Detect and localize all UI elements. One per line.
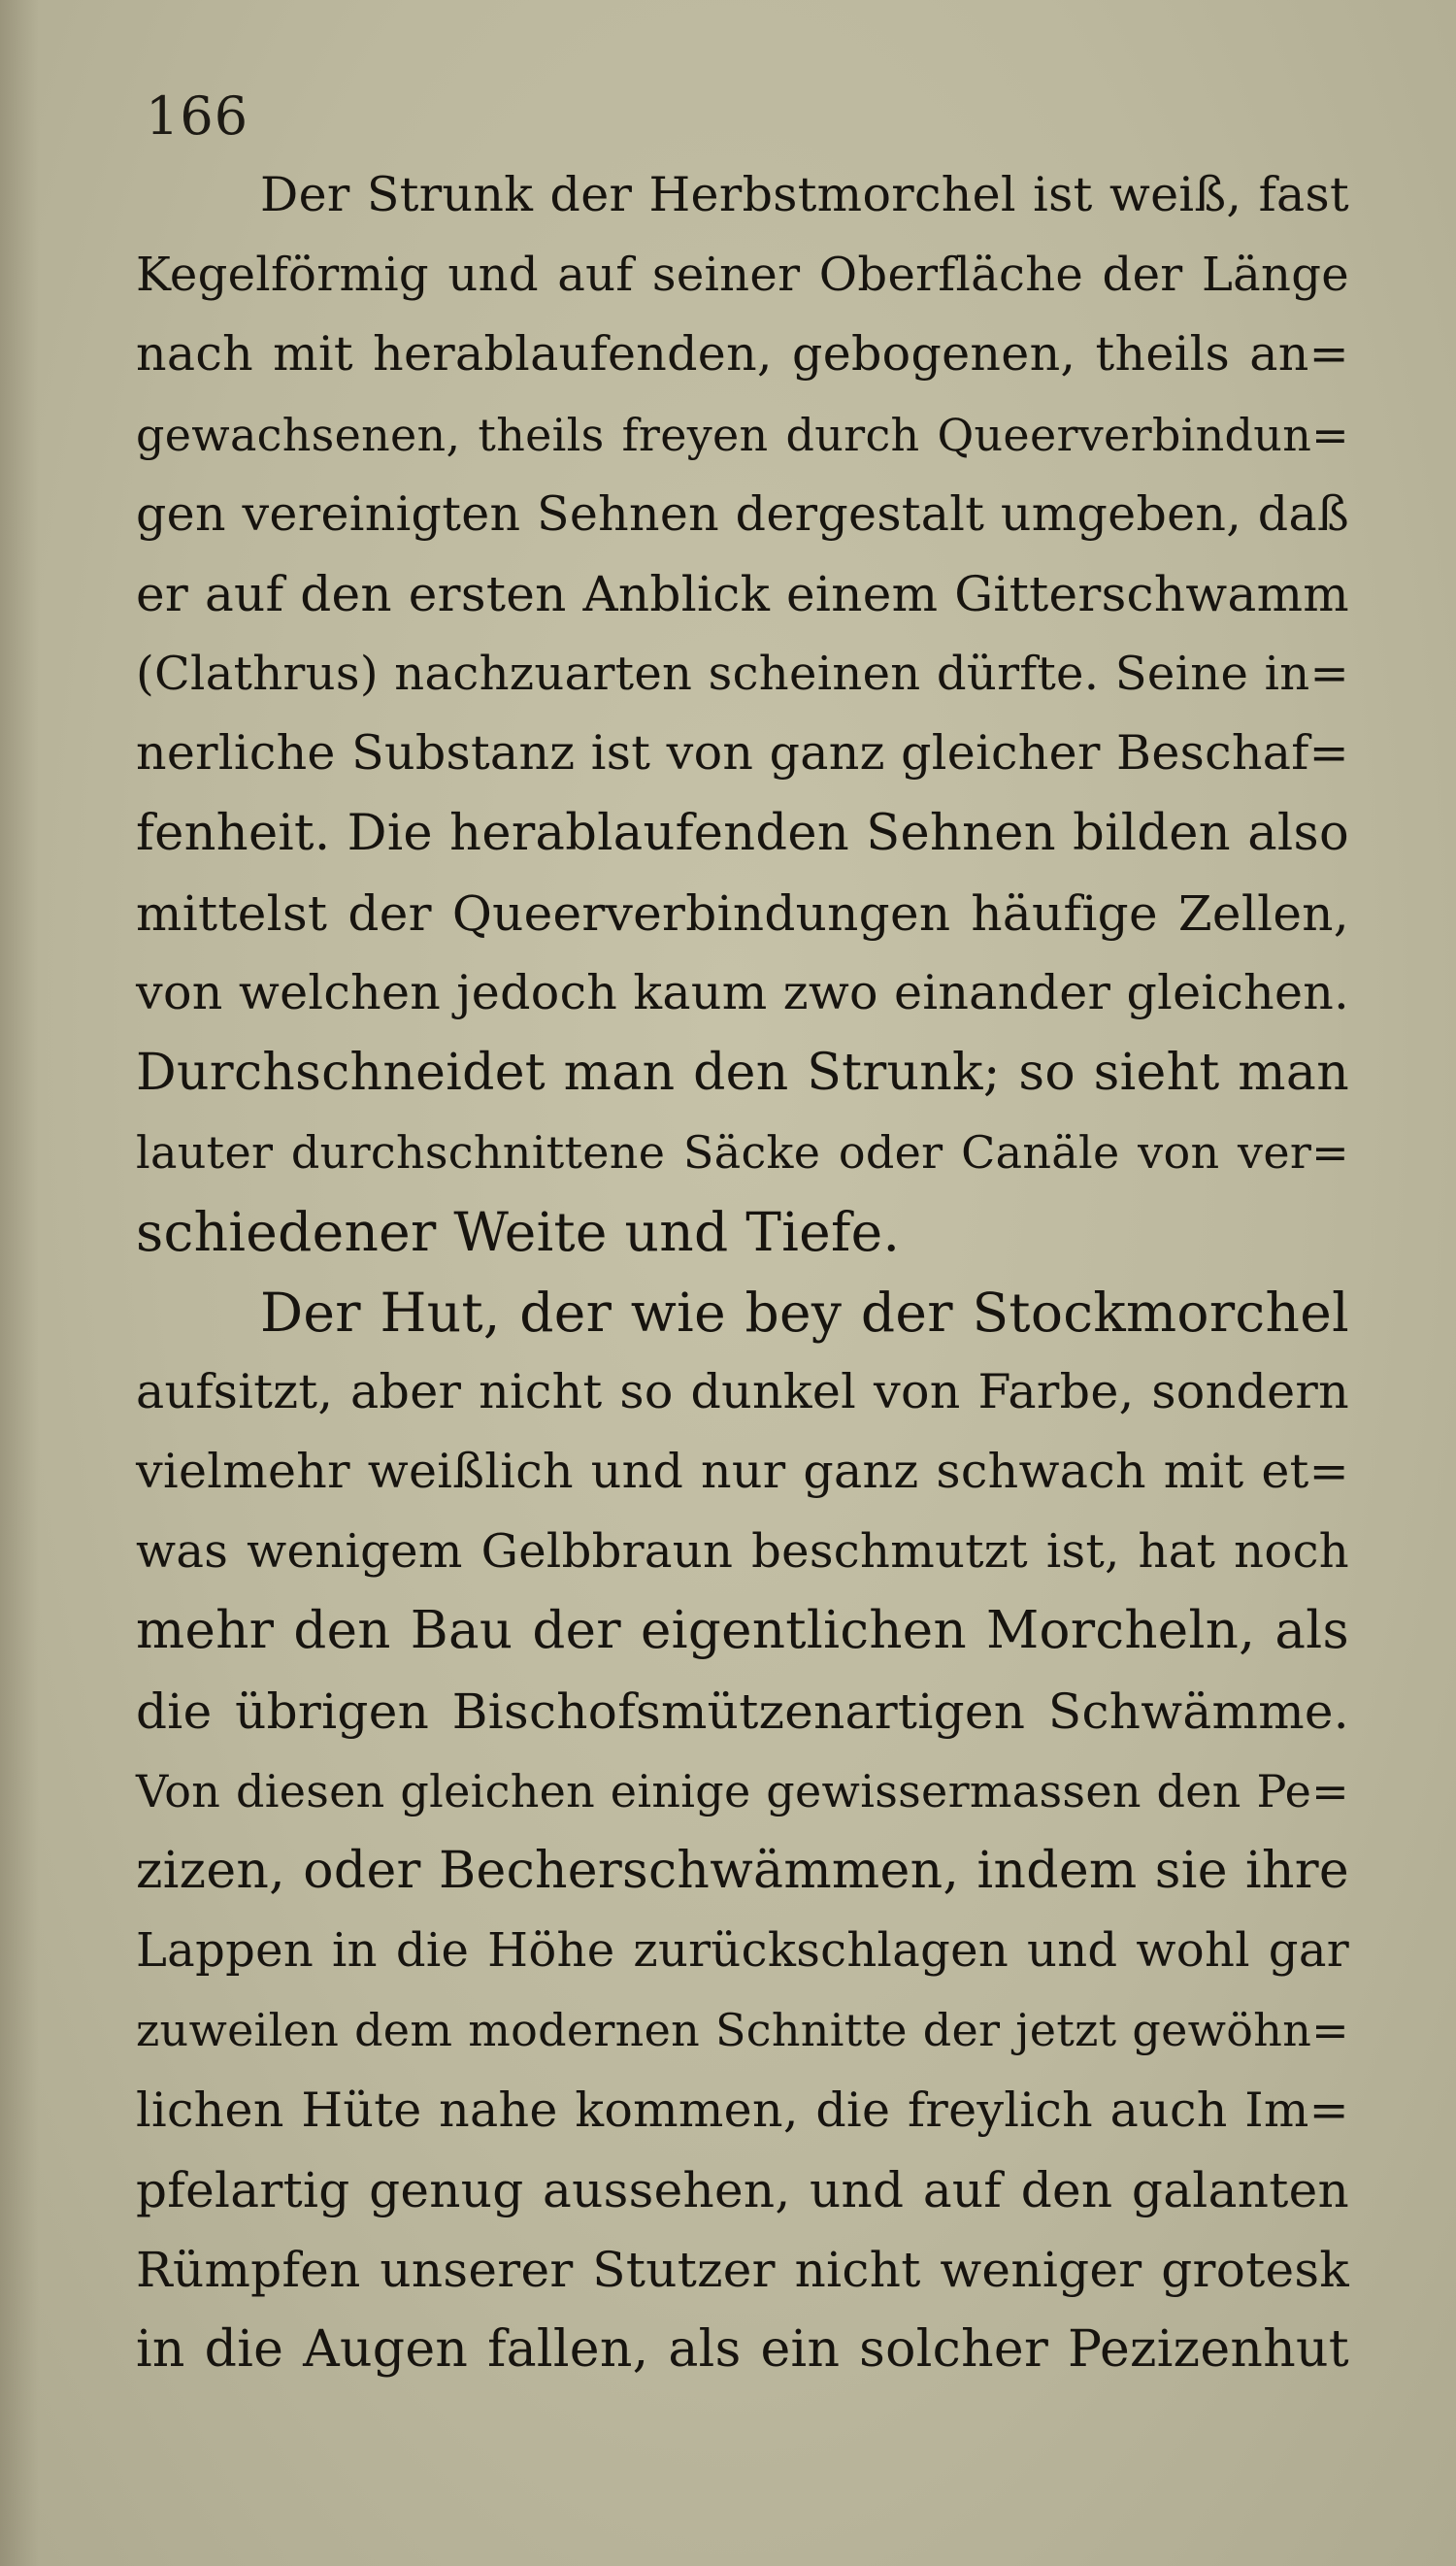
text-line: Der Strunk der Herbstmorchel ist weiß, fast [260,167,1349,222]
text-line: Von diesen gleichen einige gewissermassen den Pe= [136,1764,1349,1817]
text-line: zuweilen dem modernen Schnitte der jetzt gewöhn= [136,2004,1349,2057]
text-line: Lappen in die Höhe zurückschlagen und wohl gar [136,1923,1349,1979]
text-line: Der Hut, der wie bey der Stockmorchel [260,1281,1349,1344]
text-line: die übrigen Bischofsmützenartigen Schwämme. [136,1683,1349,1740]
text-line: Kegelförmig und auf seiner Oberfläche der Länge [136,248,1349,303]
text-line: von welchen jedoch kaum zwo einander gleichen. [136,964,1349,1020]
text-line: Durchschneidet man den Strunk; so sieht man [136,1044,1349,1103]
text-line: nach mit herablaufenden, gebogenen, theils an= [136,326,1349,383]
text-line: gewachsenen, theils freyen durch Queerverbindun= [136,408,1349,461]
text-line: nerliche Substanz ist von ganz gleicher Beschaf= [136,725,1349,782]
page-number: 166 [146,85,249,147]
text-line: gen vereinigten Sehnen dergestalt umgeben, daß [136,485,1349,542]
text-line: Rümpfen unserer Stutzer nicht weniger grotesk [136,2241,1349,2298]
text-line: in die Augen fallen, als ein solcher Pezizenhut [136,2320,1349,2380]
text-line: pfelartig genug aussehen, und auf den galanten [136,2161,1349,2218]
text-line: schiedener Weite und Tiefe. [136,1201,901,1264]
binding-shadow [0,0,39,2566]
text-line: aufsitzt, aber nicht so dunkel von Farbe, sondern [136,1363,1349,1419]
text-line: lauter durchschnittene Säcke oder Canäle von ver= [136,1126,1349,1180]
text-line: mittelst der Queerverbindungen häufige Zellen, [136,884,1349,942]
text-line: lichen Hüte nahe kommen, die freylich auch Im= [136,2082,1349,2138]
text-line: zizen, oder Becherschwämmen, indem sie ihre [136,1841,1349,1900]
text-line: er auf den ersten Anblick einem Gitterschwamm [136,565,1349,622]
text-line: mehr den Bau der eigentlichen Morcheln, als [136,1601,1349,1661]
text-line: fenheit. Die herablaufenden Sehnen bilden also [136,804,1349,862]
text-line: was wenigem Gelbbraun beschmutzt ist, hat noch [136,1524,1349,1580]
text-line: vielmehr weißlich und nur ganz schwach mit et= [136,1444,1349,1499]
text-line: (Clathrus) nachzuarten scheinen dürfte. Seine in= [136,647,1349,702]
page-body-text [136,155,1349,2389]
